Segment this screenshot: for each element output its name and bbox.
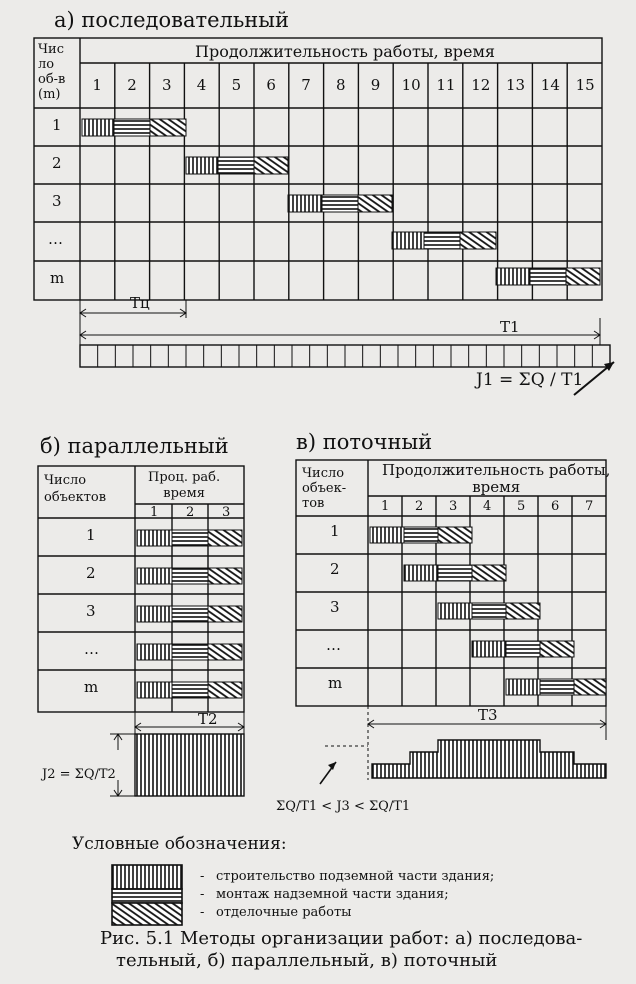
- caption-line: тельный, б) параллельный, в) поточный: [116, 950, 498, 971]
- col-label: 3: [162, 76, 172, 94]
- col-label: 10: [401, 76, 421, 94]
- section-a-header-left: [38, 42, 65, 102]
- col-label: 11: [436, 76, 456, 94]
- bars-parallel: [137, 530, 242, 698]
- header-line: Число: [44, 473, 87, 488]
- legend-item: монтаж надземной части здания;: [216, 887, 449, 902]
- header-line: Число: [302, 466, 345, 481]
- header-line: об-в: [38, 72, 66, 87]
- col-label: 7: [585, 499, 594, 514]
- section-b-header-top: [148, 470, 220, 502]
- section-b-header-left: [44, 472, 106, 506]
- t1-label: Т1: [500, 318, 520, 336]
- header-line: (m): [38, 87, 61, 102]
- row-label: 2: [86, 564, 96, 582]
- legend-dash: -: [200, 869, 205, 884]
- col-label: 15: [575, 76, 595, 94]
- col-label: 14: [540, 76, 560, 94]
- row-label: 2: [330, 560, 340, 578]
- dimension-lines-c: [320, 706, 606, 784]
- col-label: 7: [301, 76, 311, 94]
- col-label: 2: [186, 505, 195, 520]
- row-label: 1: [330, 522, 340, 540]
- legend-item: строительство подземной части здания;: [216, 869, 495, 884]
- bars-flow: [370, 527, 606, 695]
- row-label: 3: [52, 192, 62, 210]
- header-line: объек-: [302, 481, 347, 496]
- legend-swatches: [112, 865, 182, 925]
- row-label: 1: [52, 116, 62, 134]
- caption-line: Рис. 5.1 Методы организации работ: а) последова-: [100, 928, 583, 949]
- col-label: 12: [471, 76, 491, 94]
- legend-dash: -: [200, 887, 205, 902]
- row-label: …: [48, 230, 63, 248]
- dimension-lines-b: [110, 712, 244, 796]
- header-line: время: [163, 486, 205, 501]
- row-label: m: [50, 269, 65, 287]
- header-line: объектов: [44, 490, 107, 505]
- col-label: 5: [231, 76, 242, 94]
- header-line: время: [472, 478, 521, 496]
- header-line: ло: [38, 57, 55, 72]
- col-label: 1: [150, 505, 159, 520]
- inequality: ΣQ/T1 < J3 < ΣQ/T1: [276, 799, 411, 814]
- tc-label: Тц: [130, 294, 150, 312]
- col-label: 1: [92, 76, 102, 94]
- col-label: 13: [506, 76, 526, 94]
- col-label: 2: [127, 76, 137, 94]
- formula-j2: J2 = ΣQ/T2: [42, 767, 116, 782]
- header-line: тов: [302, 496, 325, 511]
- col-label: 8: [336, 76, 346, 94]
- t2-label: Т2: [198, 710, 218, 728]
- row-label: 3: [330, 598, 340, 616]
- legend-title: Условные обозначения:: [72, 834, 287, 854]
- row-label: 1: [86, 526, 96, 544]
- legend-item: отделочные работы: [216, 905, 352, 920]
- section-c-header-left: [302, 466, 346, 511]
- col-label: 6: [266, 76, 276, 94]
- section-a-title: а) последовательный: [54, 8, 289, 32]
- section-a-header-top: Продолжительность работы, время: [195, 42, 496, 61]
- formula-j1: J1 = ΣQ / T1: [476, 370, 584, 390]
- row-label: m: [328, 674, 343, 692]
- col-label: 2: [415, 499, 424, 514]
- row-label: 3: [86, 602, 96, 620]
- col-label: 6: [551, 499, 560, 514]
- col-label: 3: [222, 505, 231, 520]
- row-label: m: [84, 678, 99, 696]
- row-label: …: [326, 636, 341, 654]
- col-label: 5: [517, 499, 526, 514]
- t3-label: Т3: [478, 706, 498, 724]
- bars-sequential: [82, 119, 600, 285]
- header-line: Продолжительность работы,: [382, 461, 611, 479]
- col-label: 4: [483, 499, 492, 514]
- section-c-header-top: [382, 462, 610, 496]
- row-label: 2: [52, 154, 62, 172]
- section-b-title: б) параллельный: [40, 434, 229, 458]
- section-c-title: в) поточный: [296, 430, 433, 454]
- legend-dash: -: [200, 905, 205, 920]
- row-label: …: [84, 640, 99, 658]
- col-label: 3: [449, 499, 458, 514]
- col-label: 9: [370, 76, 381, 94]
- col-label: 4: [196, 76, 207, 94]
- header-line: Проц. раб.: [148, 470, 221, 485]
- header-line: Чис: [38, 42, 64, 57]
- col-label: 1: [381, 499, 390, 514]
